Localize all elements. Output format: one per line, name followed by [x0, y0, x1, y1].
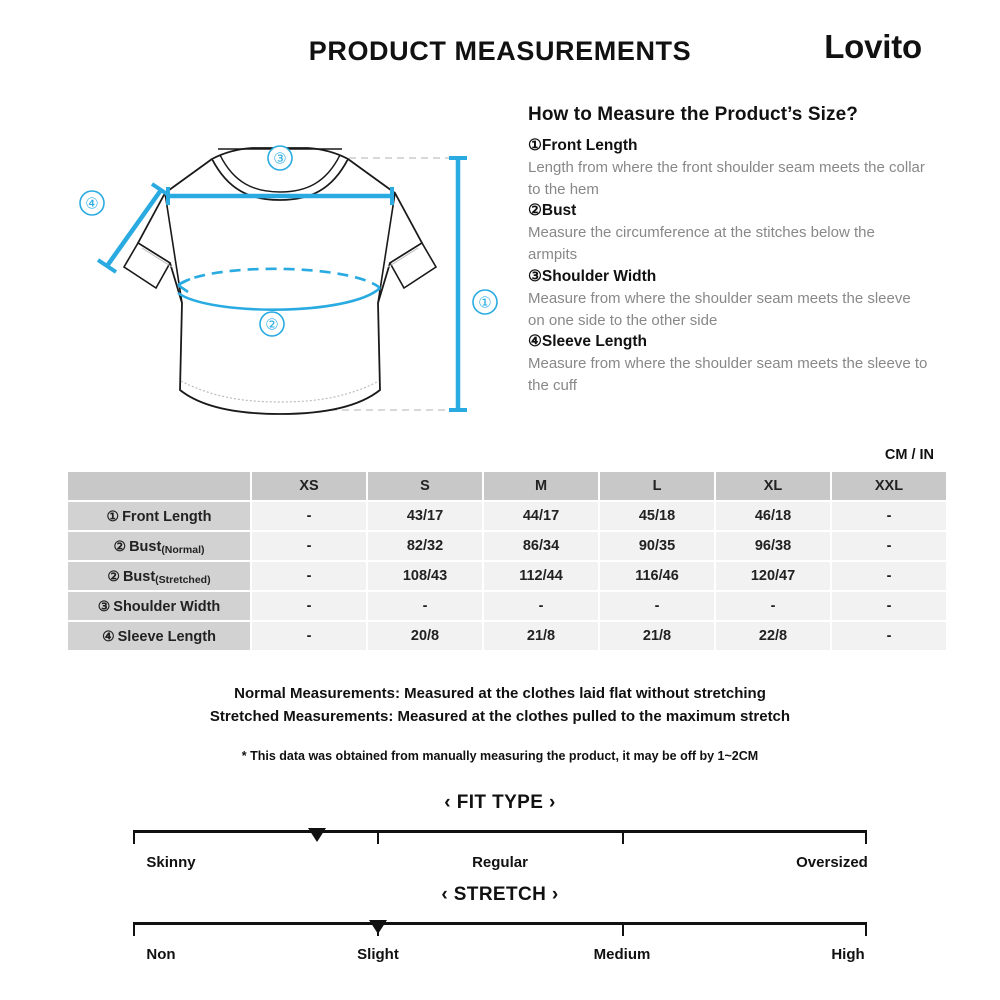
cell-sleeve-length-m: 21/8 [484, 622, 598, 650]
fit-type-tick-3 [865, 830, 867, 844]
row-label-bust-normal [68, 532, 250, 560]
table-corner-cell [68, 472, 250, 500]
units-label: CM / IN [884, 447, 934, 463]
row-label-sleeve-length [68, 622, 250, 650]
cell-sleeve-length-xs: - [252, 622, 366, 650]
fit-type-tick-2 [622, 833, 624, 844]
cell-bust-normal-xl: 96/38 [716, 532, 830, 560]
diagram-marker-sleeve-length-label: ④ [85, 195, 99, 213]
cell-front-length-xl: 46/18 [716, 502, 830, 530]
row-marker-icon: ② [113, 537, 127, 554]
howto-desc-shoulder-width: Measure from where the shoulder seam meets the sleeve on one side to the other side [528, 289, 911, 329]
diagram-marker-shoulder-width [268, 146, 292, 170]
footnote-disclaimer: * This data was obtained from manually measuring the product, it may be off by 1~2CM [241, 748, 759, 763]
stretch-axis-line [133, 922, 867, 925]
stretch-label-non: Non [146, 946, 176, 963]
table-row [68, 622, 946, 650]
diagram-marker-bust-label: ② [265, 316, 279, 334]
cell-shoulder-width-m: - [484, 592, 598, 620]
cell-shoulder-width-xs: - [252, 592, 366, 620]
cell-sleeve-length-xxl: - [832, 622, 946, 650]
diagram-marker-front-length [473, 290, 497, 314]
stretch-scale [0, 884, 1000, 968]
diagram-marker-front-length-label: ① [478, 294, 492, 312]
cell-front-length-s: 43/17 [368, 502, 482, 530]
size-header-m: M [484, 472, 598, 500]
table-row [68, 502, 946, 530]
cell-sleeve-length-xl: 22/8 [716, 622, 830, 650]
row-label-subnote: (Normal) [161, 543, 205, 556]
row-label-shoulder-width [68, 592, 250, 620]
cell-bust-normal-xxl: - [832, 532, 946, 560]
row-label-text: Shoulder Width [113, 598, 221, 615]
cell-bust-stretched-m: 112/44 [484, 562, 598, 590]
howto-desc-bust: Measure the circumference at the stitches below the armpits [528, 224, 875, 264]
tshirt-diagram-svg [60, 138, 500, 438]
fit-type-scale [0, 792, 1000, 876]
howto-term-front-length: ①Front Length [528, 137, 638, 154]
footnote-stretched-measurements: Stretched Measurements: Measured at the clothes pulled to the maximum stretch [209, 708, 791, 726]
row-marker-icon: ③ [97, 597, 111, 614]
table-row [68, 562, 946, 590]
footnotes [0, 682, 1000, 763]
stretch-label-medium: Medium [593, 946, 651, 963]
cell-shoulder-width-s: - [368, 592, 482, 620]
cell-bust-stretched-xl: 120/47 [716, 562, 830, 590]
brand-logo: Lovito [824, 28, 922, 65]
row-marker-icon: ② [107, 567, 120, 584]
table-header-row [68, 472, 946, 500]
stretch-label-high: High [831, 946, 865, 963]
diagram-marker-shoulder-width-label: ③ [273, 150, 287, 168]
howto-item-front-length [528, 136, 928, 200]
cell-shoulder-width-xl: - [716, 592, 830, 620]
fit-type-axis-line [133, 830, 867, 833]
size-chart-table [66, 470, 948, 652]
diagram-marker-bust [260, 312, 284, 336]
table-row [68, 532, 946, 560]
howto-desc-sleeve-length: Measure from where the shoulder seam meets the sleeve to the cuff [528, 355, 928, 394]
howto-desc-front-length: Length from where the front shoulder seam meets the collar to the hem [528, 158, 925, 198]
row-label-text: Sleeve Length [117, 628, 216, 645]
fit-type-axis-graphic [133, 824, 867, 848]
row-label-text: Front Length [122, 508, 212, 525]
howto-item-sleeve-length [528, 332, 928, 396]
stretch-tick-2 [622, 925, 624, 936]
howto-item-bust [528, 201, 928, 265]
howto-term-sleeve-length: ④Sleeve Length [528, 333, 647, 351]
cell-sleeve-length-s: 20/8 [368, 622, 482, 650]
sleeve-length-cap-bottom [98, 260, 116, 272]
cell-bust-stretched-xs: - [252, 562, 366, 590]
cell-bust-stretched-s: 108/43 [368, 562, 482, 590]
stretch-tick-0 [133, 922, 135, 936]
stretch-marker-arrow-icon [369, 920, 387, 934]
row-marker-icon: ④ [102, 627, 115, 644]
cell-front-length-xs: - [252, 502, 366, 530]
cell-shoulder-width-l: - [600, 592, 714, 620]
cell-bust-normal-s: 82/32 [368, 532, 482, 560]
cell-bust-normal-l: 90/35 [600, 532, 714, 560]
size-header-l: L [600, 472, 714, 500]
fit-type-labels [133, 854, 867, 876]
howto-term-bust: ②Bust [528, 202, 577, 220]
footnote-normal-measurements: Normal Measurements: Measured at the clothes laid flat without stretching [234, 685, 766, 702]
stretch-title: ‹ STRETCH › [441, 884, 559, 905]
howto-item-shoulder-width [528, 267, 928, 331]
howto-term-shoulder-width: ③Shoulder Width [528, 267, 657, 285]
fit-type-label-regular: Regular [472, 854, 528, 871]
cell-front-length-l: 45/18 [600, 502, 714, 530]
size-header-s: S [368, 472, 482, 500]
size-header-xxl: XXL [832, 472, 946, 500]
fit-type-tick-0 [133, 830, 135, 844]
garment-measurement-diagram [60, 138, 500, 438]
row-label-subnote: (Stretched) [155, 573, 211, 586]
stretch-tick-3 [865, 922, 867, 936]
stretch-axis-graphic [133, 916, 867, 940]
cell-bust-normal-m: 86/34 [484, 532, 598, 560]
how-to-measure-panel [528, 104, 928, 398]
fit-type-title: ‹ FIT TYPE › [444, 792, 556, 813]
fit-type-label-oversized: Oversized [796, 854, 868, 871]
row-label-text: Bust [122, 568, 156, 585]
cell-front-length-m: 44/17 [484, 502, 598, 530]
table-row [68, 592, 946, 620]
stretch-label-slight: Slight [357, 946, 399, 963]
cell-bust-stretched-l: 116/46 [600, 562, 714, 590]
size-header-xl: XL [716, 472, 830, 500]
cell-shoulder-width-xxl: - [832, 592, 946, 620]
row-label-bust-stretched [68, 562, 250, 590]
size-header-xs: XS [252, 472, 366, 500]
fit-type-tick-1 [377, 833, 379, 844]
stretch-labels [133, 946, 867, 968]
cell-bust-stretched-xxl: - [832, 562, 946, 590]
fit-type-marker-arrow-icon [308, 828, 326, 842]
row-label-front-length [68, 502, 250, 530]
row-marker-icon: ① [106, 507, 120, 524]
fit-type-label-skinny: Skinny [146, 854, 196, 871]
cell-sleeve-length-l: 21/8 [600, 622, 714, 650]
diagram-marker-sleeve-length [80, 191, 104, 215]
how-to-measure-title: How to Measure the Product’s Size? [528, 104, 858, 125]
row-label-text: Bust [129, 538, 162, 555]
cell-front-length-xxl: - [832, 502, 946, 530]
cell-bust-normal-xs: - [252, 532, 366, 560]
page-title: PRODUCT MEASUREMENTS [308, 36, 692, 66]
